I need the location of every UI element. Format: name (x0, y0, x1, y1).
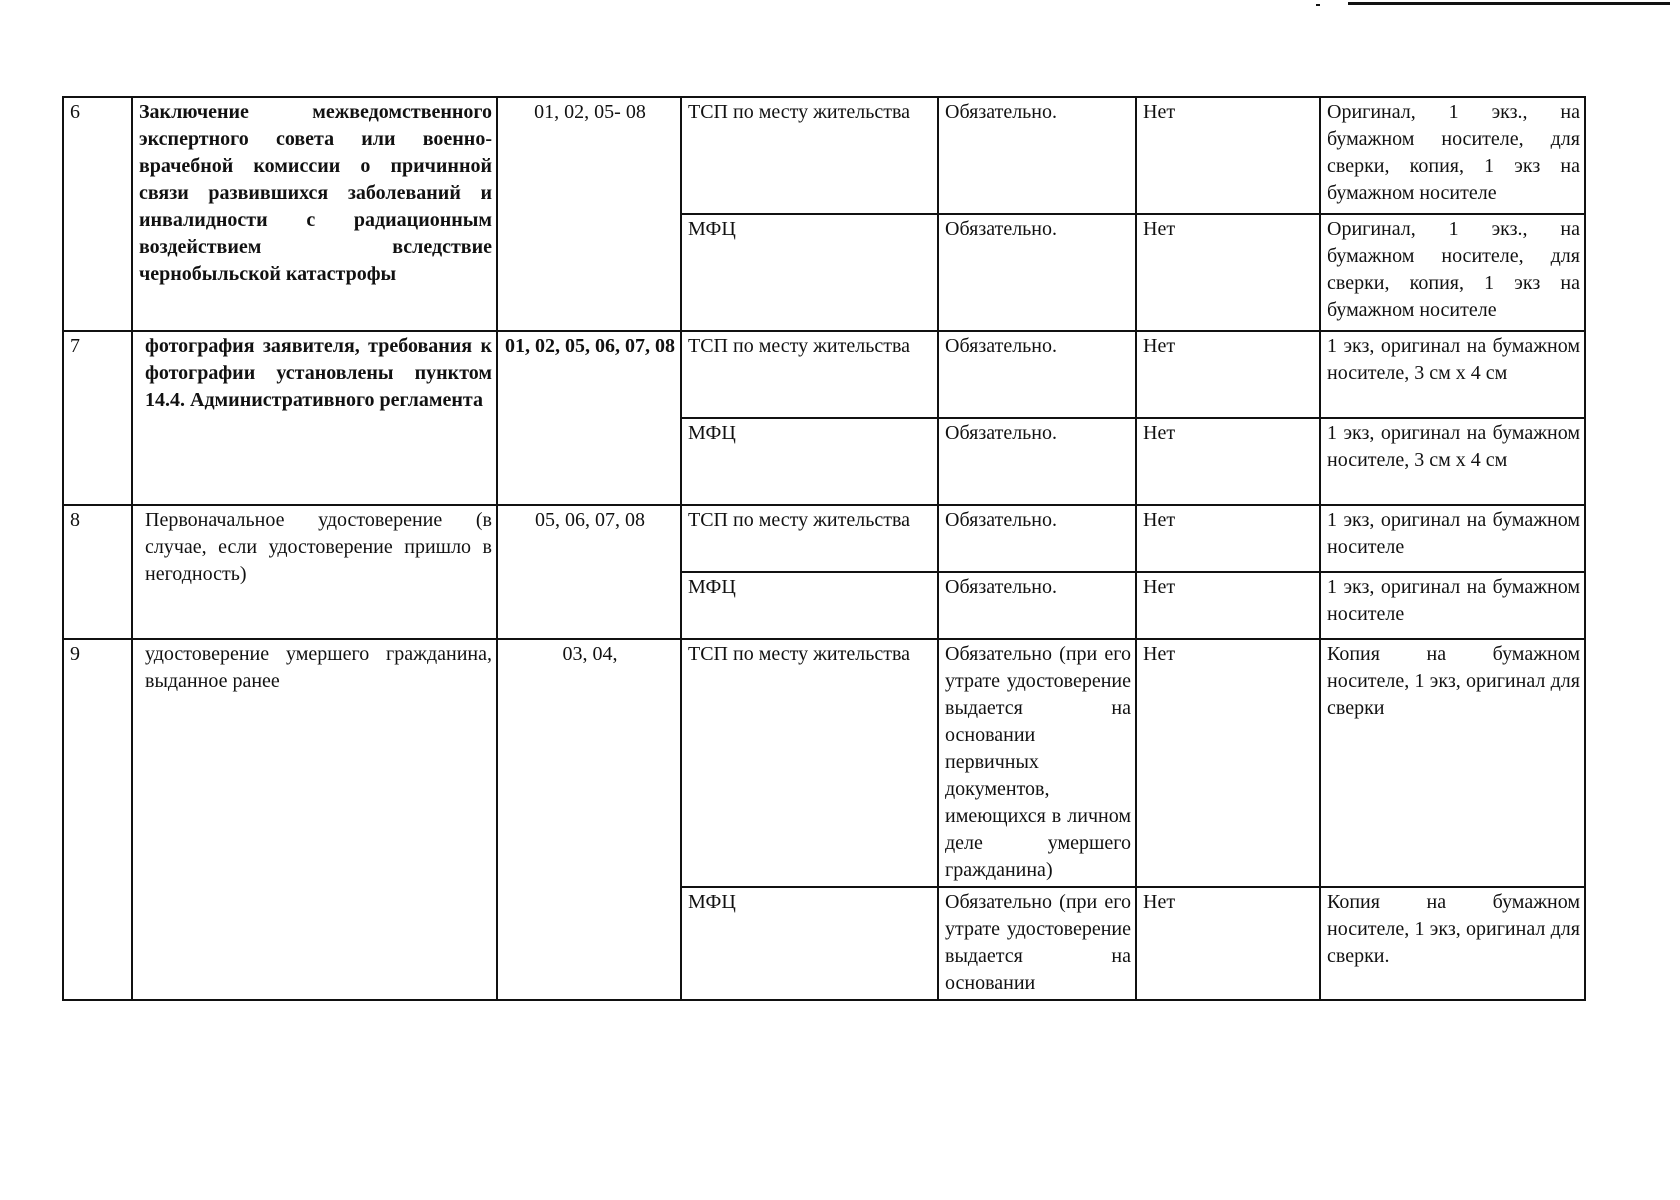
document-form: 1 экз, оригинал на бумажном носителе, 3 см х 4 см (1320, 418, 1585, 505)
submission-place: ТСП по месту жительства (681, 639, 938, 887)
row-number: 9 (63, 639, 132, 1000)
interagency-flag: Нет (1136, 214, 1320, 331)
header-dot-mark (1316, 4, 1320, 6)
table-row (63, 97, 1585, 214)
document-form: 1 экз, оригинал на бумажном носителе (1320, 505, 1585, 572)
submission-place: МФЦ (681, 572, 938, 639)
document-form: Копия на бумажном носителе, 1 экз, оригинал для сверки (1320, 639, 1585, 887)
header-rule (1348, 2, 1670, 5)
submission-place: ТСП по месту жительства (681, 97, 938, 214)
row-number: 6 (63, 97, 132, 331)
interagency-flag: Нет (1136, 331, 1320, 418)
row-number: 8 (63, 505, 132, 639)
interagency-flag: Нет (1136, 572, 1320, 639)
interagency-flag: Нет (1136, 639, 1320, 887)
submission-place: МФЦ (681, 214, 938, 331)
table-row (63, 639, 1585, 887)
requirement: Обязательно. (938, 505, 1136, 572)
submission-place: МФЦ (681, 887, 938, 1000)
table-row (63, 505, 1585, 572)
requirement: Обязательно. (938, 214, 1136, 331)
interagency-flag: Нет (1136, 97, 1320, 214)
submission-place: МФЦ (681, 418, 938, 505)
document-form: 1 экз, оригинал на бумажном носителе (1320, 572, 1585, 639)
submission-place: ТСП по месту жительства (681, 505, 938, 572)
requirement: Обязательно. (938, 331, 1136, 418)
document-form: Оригинал, 1 экз., на бумажном носителе, для сверки, копия, 1 экз на бумажном носителе (1320, 97, 1585, 214)
document-name: фотография заявителя, требования к фотографии установлены пунктом 14.4. Административного регламента (132, 331, 497, 505)
requirement: Обязательно. (938, 418, 1136, 505)
interagency-flag: Нет (1136, 505, 1320, 572)
requirement: Обязательно. (938, 572, 1136, 639)
category-codes: 01, 02, 05- 08 (497, 97, 681, 331)
document-name: Первоначальное удостоверение (в случае, если удостоверение пришло в негодность) (132, 505, 497, 639)
submission-place: ТСП по месту жительства (681, 331, 938, 418)
document-form: Оригинал, 1 экз., на бумажном носителе, для сверки, копия, 1 экз на бумажном носителе (1320, 214, 1585, 331)
row-number: 7 (63, 331, 132, 505)
documents-table (62, 96, 1586, 1001)
document-name: Заключение межведомственного экспертного совета или военно-врачебной комиссии о причинной связи развившихся заболеваний и инвалидности с радиационным воздействием вследствие чернобыльской катастрофы (132, 97, 497, 331)
document-form: 1 экз, оригинал на бумажном носителе, 3 см х 4 см (1320, 331, 1585, 418)
requirement: Обязательно (при его утрате удостоверение выдается на основании первичных документов, имеющихся в личном деле умершего гражданина) (938, 639, 1136, 887)
category-codes: 01, 02, 05, 06, 07, 08 (497, 331, 681, 505)
interagency-flag: Нет (1136, 418, 1320, 505)
requirement: Обязательно. (938, 97, 1136, 214)
category-codes: 03, 04, (497, 639, 681, 1000)
category-codes: 05, 06, 07, 08 (497, 505, 681, 639)
requirement: Обязательно (при его утрате удостоверение выдается на основании (938, 887, 1136, 1000)
document-form: Копия на бумажном носителе, 1 экз, оригинал для сверки. (1320, 887, 1585, 1000)
interagency-flag: Нет (1136, 887, 1320, 1000)
document-name: удостоверение умершего гражданина, выданное ранее (132, 639, 497, 1000)
table-row (63, 331, 1585, 418)
